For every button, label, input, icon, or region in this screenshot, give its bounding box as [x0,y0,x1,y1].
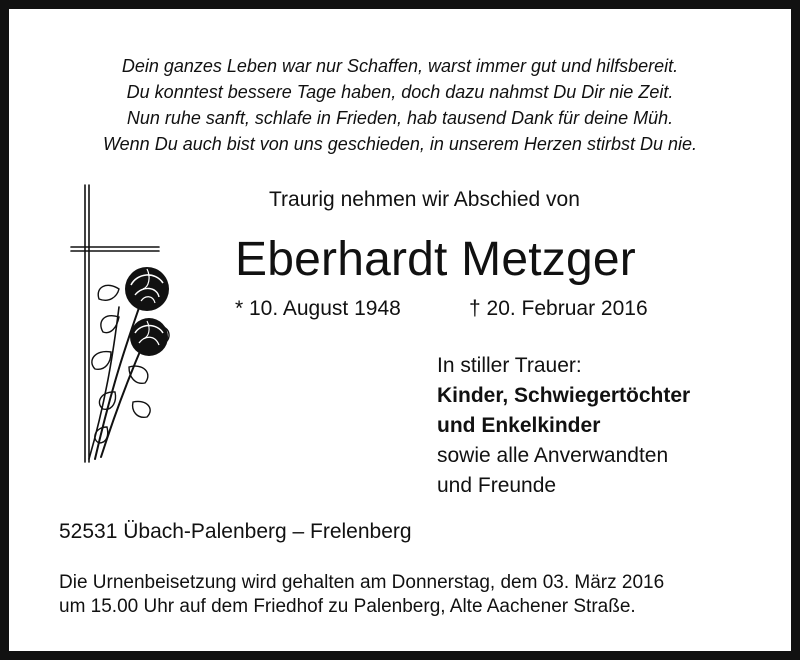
deceased-name: Eberhardt Metzger [235,233,636,286]
mourners-heading: In stiller Trauer: [437,354,582,377]
poem-line: Du konntest bessere Tage haben, doch dazu nahmst Du Dir nie Zeit. [126,82,674,102]
death-date: † 20. Februar 2016 [469,297,648,320]
poem-line: Wenn Du auch bist von uns geschieden, in unserem Herzen stirbst Du nie. [103,134,697,154]
location: 52531 Übach-Palenberg – Frelenberg [59,520,412,543]
mourners-block [437,351,690,501]
funeral-line: um 15.00 Uhr auf dem Friedhof zu Palenberg, Alte Aachener Straße. [59,596,636,617]
memorial-poem [9,53,791,157]
funeral-details [59,571,664,619]
birth-date: * 10. August 1948 [235,297,401,320]
mourners-family: Kinder, Schwiegertöchter [437,384,691,407]
poem-line: Nun ruhe sanft, schlafe in Frieden, hab tausend Dank für deine Müh. [126,108,674,128]
mourners-others: und Freunde [437,474,557,497]
mourners-family: und Enkelkinder [437,414,601,437]
poem-line: Dein ganzes Leben war nur Schaffen, warst immer gut und hilfsbereit. [121,56,679,76]
mourners-others: sowie alle Anverwandten [437,444,669,467]
cross-with-roses-icon [59,177,179,467]
funeral-line: Die Urnenbeisetzung wird gehalten am Donnerstag, dem 03. März 2016 [59,572,665,593]
farewell-intro: Traurig nehmen wir Abschied von [269,188,580,211]
